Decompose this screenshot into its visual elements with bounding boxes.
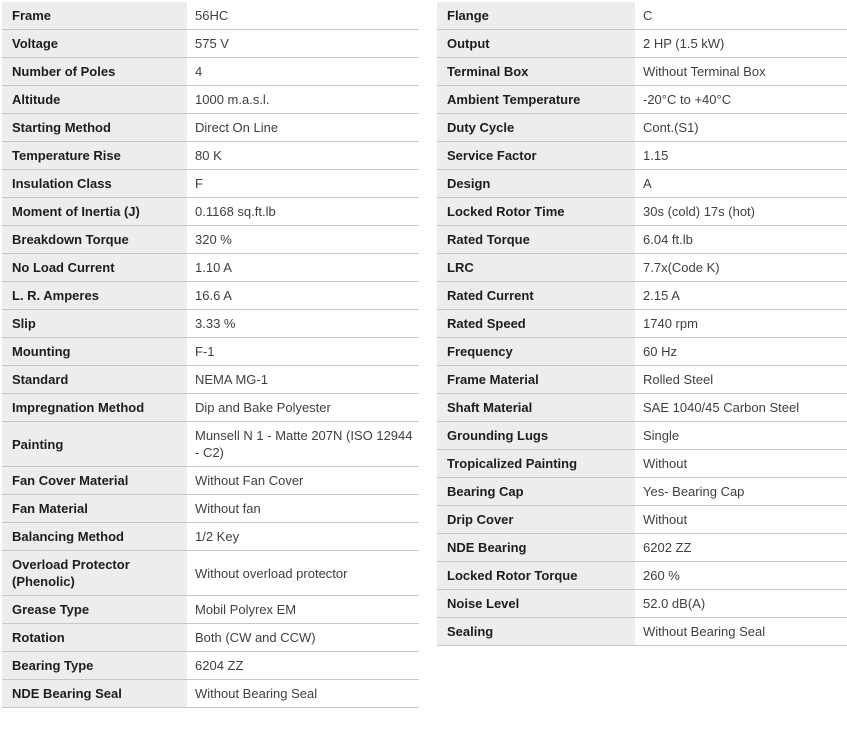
spec-value: [635, 86, 847, 113]
spec-label-text: Temperature Rise: [12, 148, 121, 163]
spec-value: [635, 366, 847, 393]
spec-label-text: Frame: [12, 8, 52, 23]
spec-label-text: L. R. Amperes: [12, 288, 99, 303]
spec-label: [437, 254, 635, 281]
spec-value-text: F: [195, 176, 203, 191]
spec-value-text: 0.1168 sq.ft.lb: [195, 204, 276, 219]
spec-label-text: Insulation Class: [12, 176, 112, 191]
spec-label-text: Painting: [12, 436, 64, 452]
spec-row: [437, 618, 847, 646]
spec-value-text: 260 %: [643, 568, 680, 583]
spec-value: [187, 422, 419, 466]
spec-value: [635, 422, 847, 449]
spec-label-text: Sealing: [447, 624, 494, 639]
spec-value: [187, 58, 419, 85]
spec-row: [2, 523, 419, 551]
spec-value: [635, 114, 847, 141]
spec-row: [2, 596, 419, 624]
spec-value: [635, 394, 847, 421]
spec-label: [2, 467, 187, 494]
spec-value: [187, 596, 419, 623]
spec-value: [635, 170, 847, 197]
spec-label-text: Grease Type: [12, 602, 90, 617]
spec-label-text: Tropicalized Painting: [447, 456, 578, 471]
spec-row: [437, 254, 847, 282]
spec-value: [187, 310, 419, 337]
spec-label-text: Design: [447, 176, 491, 191]
spec-value: [635, 562, 847, 589]
spec-value: [187, 86, 419, 113]
spec-label: [2, 2, 187, 29]
spec-label-text: Noise Level: [447, 596, 520, 611]
spec-label-text: Frame Material: [447, 372, 539, 387]
spec-value-text: -20°C to +40°C: [643, 92, 732, 107]
spec-label-text: No Load Current: [12, 260, 115, 275]
spec-label-text: Locked Rotor Torque: [447, 568, 578, 583]
spec-value: [187, 282, 419, 309]
spec-value-text: 6.04 ft.lb: [643, 232, 693, 247]
spec-label: [437, 170, 635, 197]
spec-value: [635, 282, 847, 309]
spec-value-text: 6202 ZZ: [643, 540, 692, 555]
spec-label-text: Voltage: [12, 36, 58, 51]
spec-value-text: C: [643, 8, 653, 23]
spec-label-text: Overload Protector (Phenolic): [12, 557, 130, 589]
spec-label-text: NDE Bearing Seal: [12, 686, 122, 701]
spec-label: [2, 680, 187, 707]
spec-row: [437, 534, 847, 562]
spec-label: [437, 282, 635, 309]
spec-value: [635, 30, 847, 57]
spec-value-text: Mobil Polyrex EM: [195, 602, 297, 617]
spec-value: [635, 590, 847, 617]
spec-value: [635, 450, 847, 477]
spec-label-text: Rated Speed: [447, 316, 526, 331]
spec-value: [187, 652, 419, 679]
spec-value-text: 2.15 A: [643, 288, 680, 303]
spec-label: [437, 338, 635, 365]
spec-value: [635, 618, 847, 645]
spec-value-text: Without: [643, 512, 688, 527]
spec-label-text: Output: [447, 36, 490, 51]
spec-value-text: 56HC: [195, 8, 229, 23]
spec-label: [2, 394, 187, 421]
spec-value-text: Without: [643, 456, 688, 471]
spec-row: [2, 467, 419, 495]
spec-row: [437, 58, 847, 86]
spec-value-text: 1.10 A: [195, 260, 232, 275]
spec-row: [437, 170, 847, 198]
spec-label-text: Flange: [447, 8, 489, 23]
spec-label-text: Fan Cover Material: [12, 473, 129, 488]
spec-label-text: Bearing Type: [12, 658, 94, 673]
spec-row: [2, 422, 419, 467]
spec-label: [2, 523, 187, 550]
spec-value: [187, 170, 419, 197]
spec-label: [437, 534, 635, 561]
spec-value: [187, 2, 419, 29]
spec-value: [635, 198, 847, 225]
spec-value: [187, 551, 419, 595]
spec-row: [2, 624, 419, 652]
spec-label-text: Duty Cycle: [447, 120, 515, 135]
spec-value: [635, 254, 847, 281]
spec-label-text: Mounting: [12, 344, 71, 359]
spec-label: [2, 422, 187, 466]
spec-value-text: 1740 rpm: [643, 316, 698, 331]
spec-label: [437, 618, 635, 645]
spec-row: [437, 562, 847, 590]
spec-table-left: [2, 2, 419, 708]
spec-row: [437, 310, 847, 338]
spec-label: [437, 142, 635, 169]
spec-row: [437, 450, 847, 478]
spec-value: [635, 310, 847, 337]
spec-value: [635, 478, 847, 505]
spec-value-text: 320 %: [195, 232, 232, 247]
spec-row: [2, 58, 419, 86]
spec-value-text: Direct On Line: [195, 120, 279, 135]
spec-label-text: Starting Method: [12, 120, 111, 135]
spec-label: [437, 30, 635, 57]
spec-row: [437, 226, 847, 254]
spec-label: [2, 226, 187, 253]
spec-label: [2, 58, 187, 85]
spec-row: [437, 282, 847, 310]
spec-table-right: [437, 2, 847, 708]
spec-label-text: Service Factor: [447, 148, 537, 163]
spec-label-text: Number of Poles: [12, 64, 116, 79]
spec-label-text: Shaft Material: [447, 400, 533, 415]
spec-row: [437, 506, 847, 534]
spec-value-text: Single: [643, 428, 680, 443]
spec-label-text: Breakdown Torque: [12, 232, 129, 247]
spec-value: [187, 467, 419, 494]
spec-label: [2, 495, 187, 522]
spec-value: [187, 30, 419, 57]
spec-value-text: 6204 ZZ: [195, 658, 244, 673]
spec-value-text: 4: [195, 64, 203, 79]
spec-row: [437, 422, 847, 450]
spec-value: [635, 226, 847, 253]
spec-value: [187, 680, 419, 707]
spec-row: [2, 114, 419, 142]
spec-row: [2, 282, 419, 310]
spec-label-text: Rotation: [12, 630, 65, 645]
spec-value-text: Rolled Steel: [643, 372, 714, 387]
spec-label-text: Rated Torque: [447, 232, 530, 247]
spec-value-text: 60 Hz: [643, 344, 677, 359]
spec-value: [635, 2, 847, 29]
spec-value: [635, 58, 847, 85]
spec-value-text: 16.6 A: [195, 288, 232, 303]
spec-label: [437, 310, 635, 337]
spec-value-text: Munsell N 1 - Matte 207N (ISO 12944 - C2): [195, 428, 413, 460]
spec-value-text: Without overload protector: [195, 565, 348, 581]
spec-value-text: Without Bearing Seal: [643, 624, 766, 639]
spec-value-text: Dip and Bake Polyester: [195, 400, 331, 415]
spec-label-text: Terminal Box: [447, 64, 529, 79]
spec-row: [2, 680, 419, 708]
spec-label-text: Balancing Method: [12, 529, 124, 544]
spec-row: [2, 198, 419, 226]
spec-row: [2, 86, 419, 114]
spec-value: [187, 394, 419, 421]
spec-label: [2, 366, 187, 393]
spec-value-text: 2 HP (1.5 kW): [643, 36, 725, 51]
spec-label-text: Impregnation Method: [12, 400, 145, 415]
spec-label: [437, 198, 635, 225]
spec-label: [2, 86, 187, 113]
spec-label-text: Fan Material: [12, 501, 88, 516]
spec-value-text: NEMA MG-1: [195, 372, 268, 387]
spec-value-text: 52.0 dB(A): [643, 596, 706, 611]
spec-row: [437, 590, 847, 618]
spec-row: [2, 2, 419, 30]
spec-row: [2, 366, 419, 394]
spec-label: [437, 2, 635, 29]
spec-label-text: Bearing Cap: [447, 484, 524, 499]
spec-row: [437, 86, 847, 114]
spec-value-text: F-1: [195, 344, 215, 359]
spec-row: [2, 495, 419, 523]
spec-value-text: Without Fan Cover: [195, 473, 304, 488]
spec-label-text: Ambient Temperature: [447, 92, 581, 107]
spec-label: [2, 30, 187, 57]
spec-row: [437, 394, 847, 422]
spec-label: [2, 170, 187, 197]
spec-label: [2, 596, 187, 623]
spec-label: [437, 114, 635, 141]
spec-label: [437, 58, 635, 85]
spec-value-text: Cont.(S1): [643, 120, 699, 135]
spec-label: [437, 422, 635, 449]
spec-row: [437, 478, 847, 506]
spec-value: [187, 254, 419, 281]
spec-row: [2, 170, 419, 198]
spec-value-text: A: [643, 176, 652, 191]
spec-label: [2, 282, 187, 309]
spec-value: [187, 495, 419, 522]
spec-value: [635, 506, 847, 533]
spec-value-text: 30s (cold) 17s (hot): [643, 204, 755, 219]
spec-row: [437, 198, 847, 226]
spec-label: [437, 86, 635, 113]
spec-label-text: Frequency: [447, 344, 513, 359]
spec-label: [437, 394, 635, 421]
spec-value-text: Yes- Bearing Cap: [643, 484, 745, 499]
spec-value-text: 1.15: [643, 148, 669, 163]
spec-value-text: Without fan: [195, 501, 261, 516]
spec-row: [2, 338, 419, 366]
spec-value-text: Without Bearing Seal: [195, 686, 318, 701]
spec-value: [635, 142, 847, 169]
spec-label: [437, 366, 635, 393]
spec-value-text: 575 V: [195, 36, 229, 51]
spec-row: [2, 226, 419, 254]
spec-label: [2, 624, 187, 651]
spec-label-text: Slip: [12, 316, 36, 331]
spec-row: [2, 310, 419, 338]
spec-value-text: 1/2 Key: [195, 529, 240, 544]
spec-value-text: Without Terminal Box: [643, 64, 766, 79]
spec-label-text: Altitude: [12, 92, 61, 107]
spec-value-text: SAE 1040/45 Carbon Steel: [643, 400, 800, 415]
spec-label-text: Standard: [12, 372, 69, 387]
spec-value-text: 7.7x(Code K): [643, 260, 720, 275]
spec-value-text: Both (CW and CCW): [195, 630, 316, 645]
spec-label-text: Grounding Lugs: [447, 428, 549, 443]
spec-label-text: Moment of Inertia (J): [12, 204, 140, 219]
spec-row: [2, 254, 419, 282]
spec-value: [187, 338, 419, 365]
spec-row: [437, 366, 847, 394]
spec-value: [635, 338, 847, 365]
spec-label: [2, 310, 187, 337]
spec-label: [437, 562, 635, 589]
spec-row: [2, 30, 419, 58]
spec-label-text: NDE Bearing: [447, 540, 527, 555]
spec-label-text: Rated Current: [447, 288, 534, 303]
spec-label-text: LRC: [447, 260, 474, 275]
spec-label: [2, 338, 187, 365]
spec-label: [437, 478, 635, 505]
spec-label-text: Drip Cover: [447, 512, 514, 527]
spec-value-text: 1000 m.a.s.l.: [195, 92, 270, 107]
spec-label: [2, 254, 187, 281]
spec-row: [2, 394, 419, 422]
spec-row: [437, 2, 847, 30]
spec-label: [437, 450, 635, 477]
spec-value: [187, 366, 419, 393]
spec-row: [437, 30, 847, 58]
spec-value: [187, 523, 419, 550]
spec-label: [437, 590, 635, 617]
spec-value: [635, 534, 847, 561]
spec-label: [437, 506, 635, 533]
spec-row: [2, 652, 419, 680]
spec-label: [2, 142, 187, 169]
spec-row: [437, 142, 847, 170]
spec-row: [2, 142, 419, 170]
spec-label: [2, 551, 187, 595]
spec-label-text: Locked Rotor Time: [447, 204, 565, 219]
spec-value: [187, 624, 419, 651]
spec-row: [437, 338, 847, 366]
spec-value-text: 80 K: [195, 148, 222, 163]
spec-row: [2, 551, 419, 596]
spec-label: [2, 198, 187, 225]
spec-value: [187, 142, 419, 169]
spec-value: [187, 114, 419, 141]
spec-value: [187, 226, 419, 253]
spec-value: [187, 198, 419, 225]
spec-value-text: 3.33 %: [195, 316, 236, 331]
spec-label: [2, 652, 187, 679]
spec-label: [437, 226, 635, 253]
spec-row: [437, 114, 847, 142]
spec-label: [2, 114, 187, 141]
